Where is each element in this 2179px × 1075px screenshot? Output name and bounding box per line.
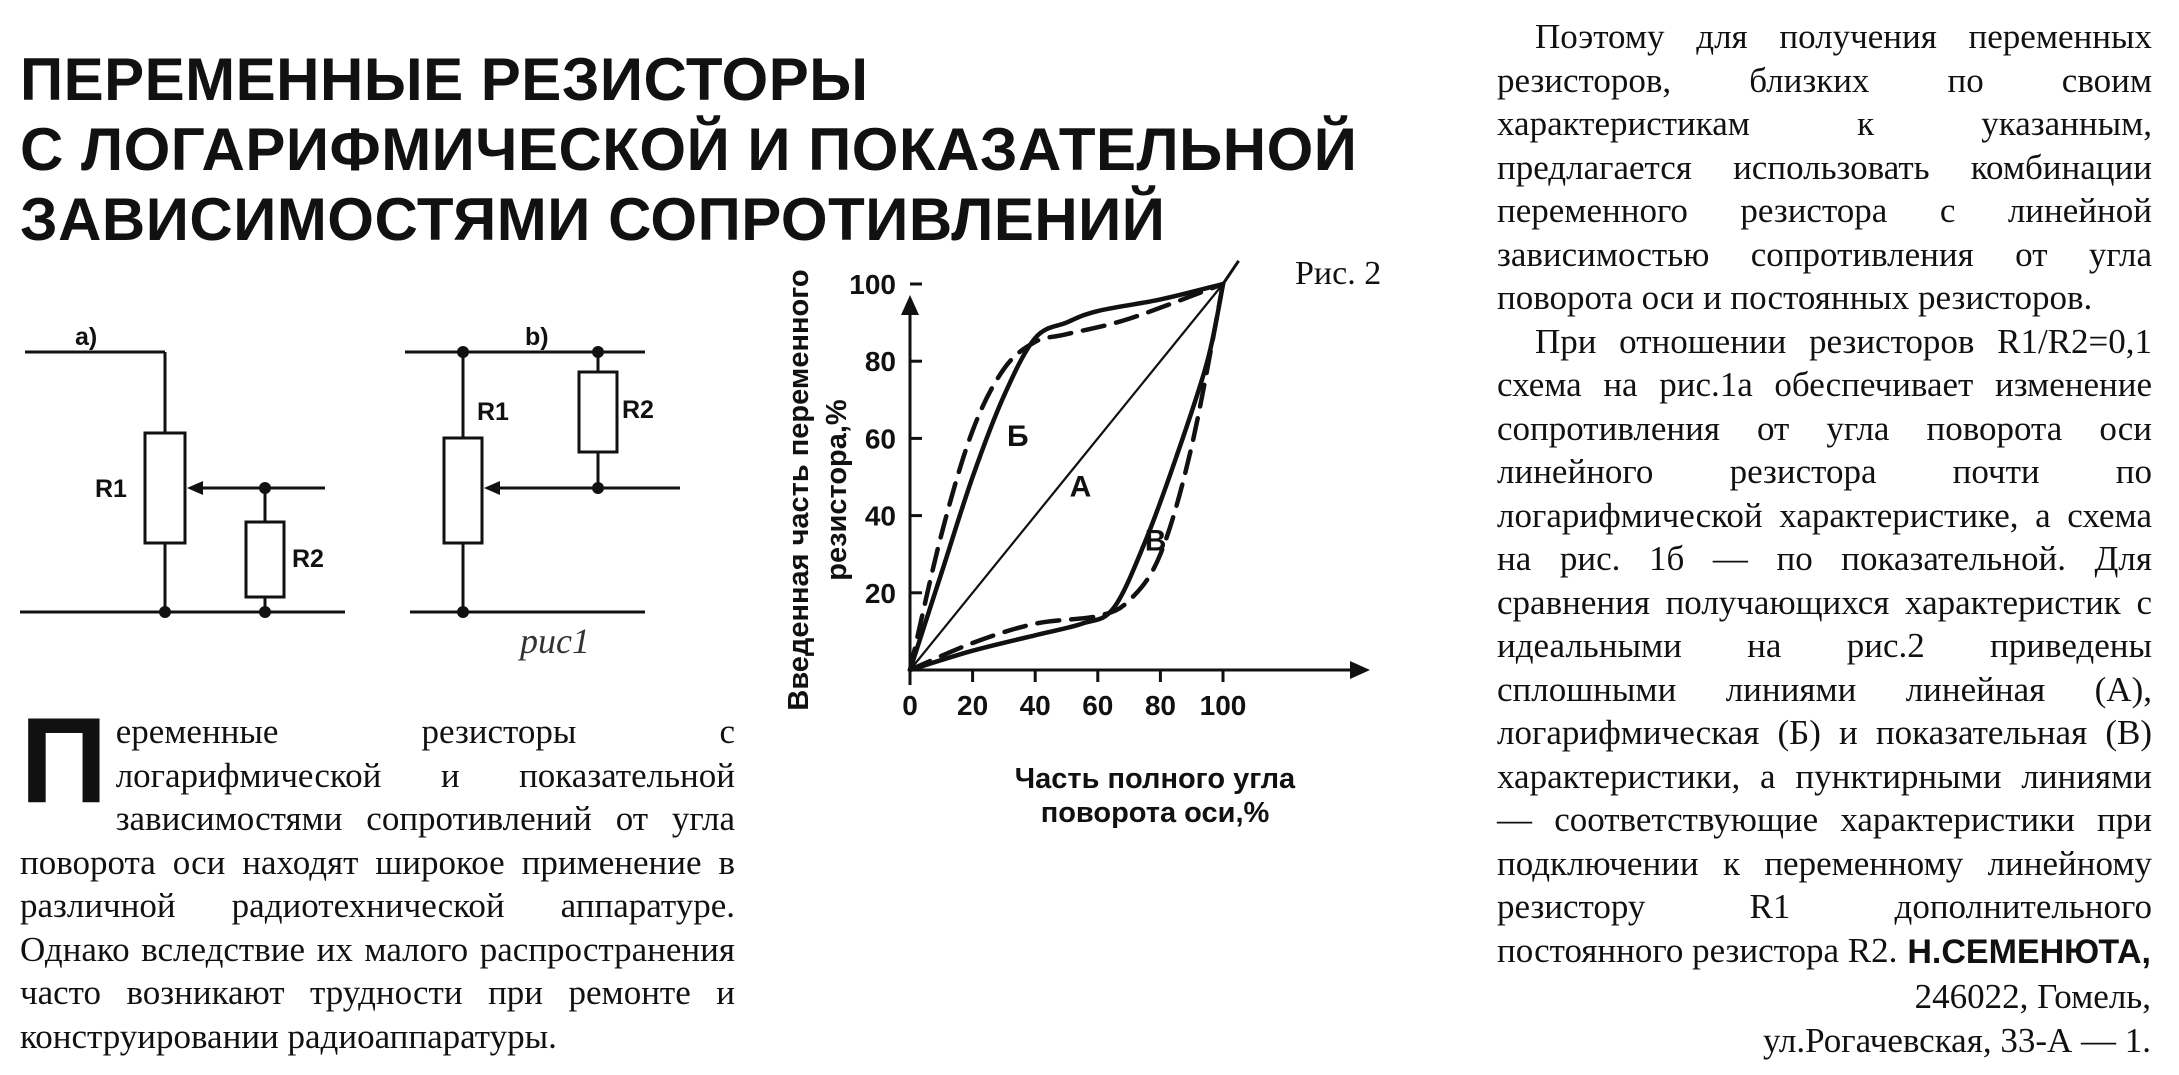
y-axis-label-line-1: Введенная часть переменного bbox=[783, 269, 815, 711]
figure-1-mark: рис1 bbox=[520, 621, 590, 661]
circuit-diagram bbox=[20, 305, 710, 635]
article-title bbox=[20, 45, 1420, 255]
label-r2-a: R2 bbox=[292, 545, 324, 573]
figure-2-caption: Рис. 2 bbox=[1295, 255, 1382, 292]
lead-paragraph bbox=[20, 692, 735, 1058]
y-tick-label: 80 bbox=[864, 346, 896, 378]
title-line-2: С ЛОГАРИФМИЧЕСКОЙ И ПОКАЗАТЕЛЬНОЙ bbox=[20, 116, 1358, 183]
label-r1-a: R1 bbox=[95, 475, 127, 503]
title-line-3: ЗАВИСИМОСТЯМИ СОПРОТИВЛЕНИЙ bbox=[20, 186, 1166, 253]
junction-dot bbox=[259, 606, 271, 618]
resistor-r1-a bbox=[145, 433, 185, 543]
series-a-extension bbox=[1223, 261, 1239, 284]
x-tick-label: 60 bbox=[1082, 690, 1114, 721]
y-tick-label: 60 bbox=[864, 423, 896, 455]
drop-cap: П bbox=[20, 692, 108, 828]
junction-dot bbox=[457, 346, 469, 358]
junction-dot bbox=[457, 606, 469, 618]
x-axis-label-line-2: поворота оси,% bbox=[1040, 797, 1270, 829]
x-tick-label: 100 bbox=[1199, 690, 1247, 721]
series-solid-thin-0 bbox=[910, 284, 1223, 670]
y-axis-label-line-2: резистора,% bbox=[821, 399, 853, 581]
curve-label-b: Б bbox=[1007, 420, 1029, 454]
author-zip-city: 246022, Гомель, bbox=[1914, 977, 2151, 1016]
y-tick-label: 20 bbox=[864, 577, 896, 609]
title-line-1: ПЕРЕМЕННЫЕ РЕЗИСТОРЫ bbox=[20, 46, 869, 113]
label-a: a) bbox=[75, 323, 98, 351]
junction-dot bbox=[592, 346, 604, 358]
author-street: ул.Рогачевская, 33-А — 1. bbox=[1762, 1021, 2151, 1060]
y-tick-label: 100 bbox=[849, 269, 896, 300]
curve-label-a: А bbox=[1069, 470, 1092, 504]
right-paragraph-2: При отношении резисторов R1/R2=0,1 схема на рис.1а обеспечивает изменение сопротивления от угла поворота оси линейного резистора почти по логарифмической характеристике, а схема на рис. 1б — по показательной. Для сравнения получающихся характеристик с идеальными на рис.2 приведены сплошными линиями линейная (А), логарифмическая (Б) и показательная (В) характеристики, а пунктирными линиями — соответствующие характеристики при подключении к переменному линейному резистору R1 дополнительного постоянного резистора R2. bbox=[1497, 321, 2152, 970]
x-tick-label: 20 bbox=[957, 690, 989, 721]
wiper-arrow-a bbox=[187, 481, 203, 495]
junction-dot bbox=[592, 482, 604, 494]
author-name: Н.СЕМЕНЮТА, bbox=[1907, 933, 2151, 971]
y-tick-label: 40 bbox=[864, 500, 896, 532]
lead-text: еременные резисторы с логарифмической и показательной зависимостями сопротивлений от угла поворота оси находят широкое применение в различной радиотехнической аппаратуре. Однако вследствие их малого распространения часто возникают трудности при ремонте и конструировании радиоаппаратуры. bbox=[20, 712, 735, 1056]
junction-dot bbox=[159, 606, 171, 618]
label-r2-b: R2 bbox=[622, 396, 654, 424]
wiper-arrow-b bbox=[484, 481, 500, 495]
right-paragraph-1: Поэтому для получения переменных резисторов, близких по своим характеристикам к указанным, предлагается использовать комбинации переменного резистора с линейной зависимостью сопротивления от угла поворота оси и постоянных резисторов. bbox=[1497, 17, 2152, 317]
x-tick-label: 80 bbox=[1144, 690, 1176, 721]
curve-label-v: В bbox=[1144, 524, 1167, 558]
x-tick-label: 0 bbox=[902, 690, 918, 721]
junction-dot bbox=[259, 482, 271, 494]
y-axis-arrowhead bbox=[901, 295, 919, 315]
label-r1-b: R1 bbox=[477, 398, 509, 426]
resistor-r2-b bbox=[579, 372, 617, 452]
x-axis-label-line-1: Часть полного угла bbox=[1014, 763, 1296, 795]
resistor-r2-a bbox=[246, 522, 284, 597]
x-axis-arrowhead bbox=[1350, 661, 1370, 679]
label-b: b) bbox=[525, 323, 549, 351]
x-tick-label: 40 bbox=[1019, 690, 1051, 721]
right-column bbox=[1497, 15, 2152, 972]
resistor-r1-b bbox=[444, 438, 482, 543]
